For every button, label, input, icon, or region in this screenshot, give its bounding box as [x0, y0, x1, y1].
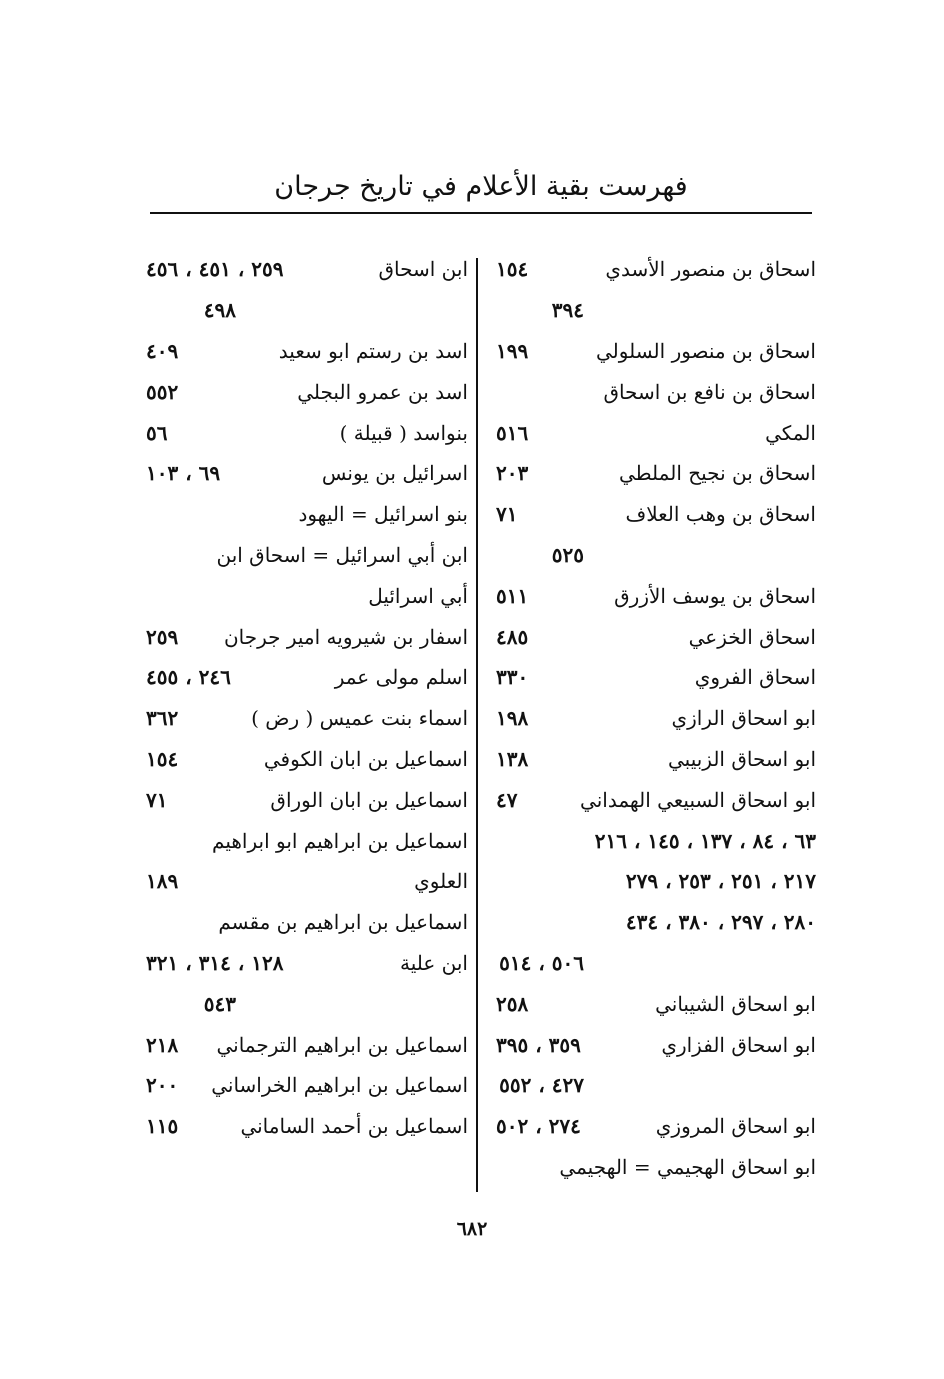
index-entry: [146, 739, 468, 780]
index-entry: [496, 331, 816, 372]
index-entry: [496, 861, 816, 902]
entry-pages: ٢٥٩: [146, 624, 179, 649]
index-column-left: [146, 249, 468, 1147]
index-entry: [146, 535, 468, 576]
entry-pages: ٤٠٩: [146, 338, 179, 363]
entry-pages: ٢٨٠ ، ٢٩٧ ، ٣٨٠ ، ٤٣٤: [625, 910, 816, 935]
entry-pages: ٣٩٤: [551, 298, 584, 323]
page-number: ٦٨٢: [456, 1218, 488, 1240]
entry-pages: ٢٥٩ ، ٤٥١ ، ٤٥٦: [146, 257, 284, 282]
entry-name: اسحاق الفروي: [694, 665, 816, 690]
entry-name: ابو اسحاق الفزاري: [661, 1032, 816, 1057]
entry-name: ابو اسحاق السبيعي الهمداني: [580, 787, 816, 812]
index-entry: [496, 412, 816, 453]
index-entry: [496, 943, 816, 984]
entry-name: اسماعيل بن ابراهيم الترجماني: [216, 1032, 468, 1057]
entry-pages: ١٩٨: [496, 706, 529, 731]
index-entry: [146, 657, 468, 698]
index-entry: [146, 575, 468, 616]
entry-pages: ٢٠٣: [496, 461, 529, 486]
entry-name: اسد بن رستم ابو سعيد: [278, 338, 468, 363]
title-rule: [150, 212, 812, 214]
entry-name: ابو اسحاق الرازي: [671, 706, 816, 731]
entry-pages: ٣٥٩ ، ٣٩٥: [496, 1032, 581, 1057]
entry-pages: ٧١: [146, 787, 168, 812]
entry-name: اسماعيل بن ابان الوراق: [270, 787, 468, 812]
index-entry: [496, 1024, 816, 1065]
index-column-right: [496, 249, 816, 1187]
entry-name: اسحاق بن وهب العلاف: [625, 502, 816, 527]
entry-name: اسحاق بن منصور الأسدي: [605, 257, 816, 282]
index-entry: [146, 943, 468, 984]
page-title: فهرست بقية الأعلام في تاريخ جرجان: [274, 171, 688, 202]
index-entry: [146, 779, 468, 820]
entry-pages: ٦٩ ، ١٠٣: [146, 461, 221, 486]
entry-pages: ٥١٦: [496, 420, 529, 445]
entry-pages: ٣٣٠: [496, 665, 529, 690]
entry-name: ابو اسحاق الشيباني: [655, 991, 816, 1016]
index-entry: [146, 331, 468, 372]
entry-pages: ٥٥٢: [146, 379, 179, 404]
entry-name: ابو اسحاق الهجيمي = الهجيمي: [559, 1154, 816, 1179]
index-entry: [496, 902, 816, 943]
index-entry: [496, 1065, 816, 1106]
entry-name: بنواسد ( قبيلة ): [339, 420, 468, 445]
index-entry: [496, 698, 816, 739]
index-entry: [146, 902, 468, 943]
entry-pages: ٣٦٢: [146, 706, 179, 731]
index-entry: [146, 371, 468, 412]
entry-name: اسحاق بن نافع بن اسحاق: [603, 379, 816, 404]
entry-name: ابو اسحاق الزبيبي: [668, 746, 816, 771]
entry-pages: ١١٥: [146, 1114, 179, 1139]
entry-pages: ١٥٤: [146, 746, 179, 771]
entry-pages: ٤٩٨: [203, 298, 236, 323]
entry-name: ابو اسحاق المروزي: [655, 1114, 816, 1139]
index-entry: [146, 1106, 468, 1147]
column-divider: [476, 258, 478, 1192]
entry-name: اسماعيل بن ابراهيم ابو ابراهيم: [212, 828, 468, 853]
entry-name: اسماعيل بن ابراهيم بن مقسم: [218, 910, 468, 935]
entry-pages: ٥٦: [146, 420, 168, 445]
index-entry: [146, 412, 468, 453]
index-entry: [496, 1106, 816, 1147]
index-entry: [496, 820, 816, 861]
index-entry: [496, 290, 816, 331]
index-entry: [496, 1147, 816, 1188]
entry-name: اسماعيل بن ابان الكوفي: [263, 746, 468, 771]
entry-pages: ٥١١: [496, 583, 529, 608]
entry-pages: ٢١٨: [146, 1032, 179, 1057]
index-entry: [146, 494, 468, 535]
entry-pages: ٦٣ ، ٨٤ ، ١٣٧ ، ١٤٥ ، ٢١٦: [594, 828, 816, 853]
entry-pages: ٥٠٦ ، ٥١٤: [499, 950, 584, 975]
index-entry: [496, 371, 816, 412]
entry-pages: ٢٤٦ ، ٤٥٥: [146, 665, 231, 690]
entry-name: المكي: [765, 420, 816, 445]
entry-pages: ٢٠٠: [146, 1073, 179, 1098]
entry-pages: ١٩٩: [496, 338, 529, 363]
entry-name: اسحاق بن منصور السلولي: [596, 338, 816, 363]
index-entry: [146, 249, 468, 290]
entry-name: اسحاق الخزعي: [688, 624, 816, 649]
entry-pages: ١٢٨ ، ٣١٤ ، ٣٢١: [146, 950, 284, 975]
index-entry: [496, 779, 816, 820]
entry-pages: ٢١٧ ، ٢٥١ ، ٢٥٣ ، ٢٧٩: [625, 869, 816, 894]
entry-pages: ٧١: [496, 502, 518, 527]
entry-name: اسلم مولى عمر: [334, 665, 468, 690]
entry-name: اسماعيل بن ابراهيم الخراساني: [211, 1073, 468, 1098]
entry-name: ابن علية: [399, 950, 468, 975]
entry-name: اسد بن عمرو البجلي: [297, 379, 468, 404]
index-entry: [146, 290, 468, 331]
index-entry: [146, 1065, 468, 1106]
index-entry: [496, 249, 816, 290]
entry-name: ابن اسحاق: [378, 257, 468, 282]
index-entry: [496, 453, 816, 494]
index-entry: [496, 983, 816, 1024]
index-entry: [146, 983, 468, 1024]
entry-name: اسماء بنت عميس ( رض ): [251, 706, 468, 731]
entry-name: بنو اسرائيل = اليهود: [298, 502, 468, 527]
entry-name: اسفار بن شيرويه امير جرجان: [223, 624, 468, 649]
entry-name: اسحاق بن نجيح الملطي: [618, 461, 816, 486]
entry-pages: ٤٢٧ ، ٥٥٢: [499, 1073, 584, 1098]
entry-name: اسحاق بن يوسف الأزرق: [614, 583, 816, 608]
entry-name: ابن أبي اسرائيل = اسحاق ابن: [216, 542, 468, 567]
entry-name: اسماعيل بن أحمد الساماني: [240, 1114, 468, 1139]
entry-pages: ٢٥٨: [496, 991, 529, 1016]
index-entry: [146, 616, 468, 657]
entry-pages: ٢٧٤ ، ٥٠٢: [496, 1114, 581, 1139]
index-entry: [496, 494, 816, 535]
entry-pages: ١٨٩: [146, 869, 179, 894]
entry-pages: ٤٨٥: [496, 624, 529, 649]
index-entry: [496, 616, 816, 657]
index-entry: [496, 739, 816, 780]
index-entry: [146, 698, 468, 739]
entry-name: أبي اسرائيل: [368, 583, 468, 608]
index-entry: [146, 1024, 468, 1065]
index-entry: [496, 657, 816, 698]
index-entry: [146, 861, 468, 902]
index-entry: [496, 575, 816, 616]
entry-name: العلوي: [414, 869, 468, 894]
entry-name: اسرائيل بن يونس: [321, 461, 468, 486]
entry-pages: ١٣٨: [496, 746, 529, 771]
entry-pages: ١٥٤: [496, 257, 529, 282]
index-entry: [496, 535, 816, 576]
entry-pages: ٥٢٥: [551, 542, 584, 567]
index-entry: [146, 820, 468, 861]
entry-pages: ٤٧: [496, 787, 518, 812]
entry-pages: ٥٤٣: [203, 991, 236, 1016]
index-entry: [146, 453, 468, 494]
